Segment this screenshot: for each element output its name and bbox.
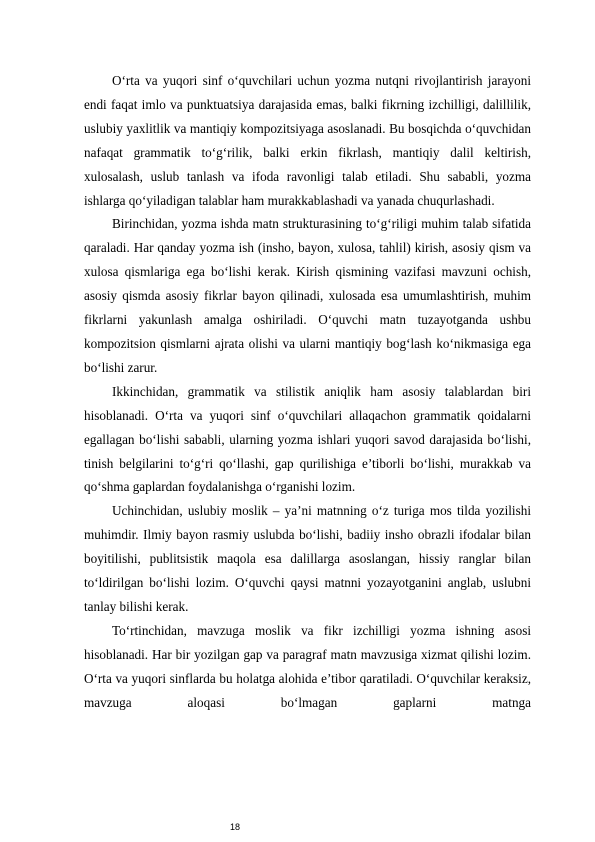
paragraph-fourth: To‘rtinchidan, mavzuga moslik va fikr izchilligi yozma ishning asosi hisoblanadi. Har bir yozilgan gap va paragraf matn mavzusiga xizmat qilishi lozim. O‘rta va yuqori sinflarda bu holatga alohida e’tibor qaratiladi. O‘quvchilar keraksiz, mavzuga aloqasi bo‘lmagan gaplarni matnga: [84, 622, 531, 710]
paragraph-first: Birinchidan, yozma ishda matn strukturasining to‘g‘riligi muhim talab sifatida qaraladi. Har qanday yozma ish (insho, bayon, xulosa, tahlil) kirish, asosiy qism va xulosa qismlariga ega bo‘lishi kerak. Kirish qismining vazifasi mavzuni ochish, asosiy qismda asosiy fikrlar bayon qilinadi, xulosada esa umumlashtirish, muhim fikrlarni yakunlash amalga oshiriladi. O‘quvchi matn tuzayotganda ushbu kompozitsion qismlarni ajrata olishi va ularni mantiqiy bog‘lash ko‘nikmasiga ega bo‘lishi zarur.: [84, 216, 531, 375]
paragraph-second: Ikkinchidan, grammatik va stilistik aniqlik ham asosiy talablardan biri hisoblanadi. O‘rta va yuqori sinf o‘quvchilari allaqachon grammatik qoidalarni egallagan bo‘lishi sababli, ularning yozma ishlari yuqori savod darajasida bo‘lishi, tinish belgilarini to‘g‘ri qo‘llashi, gap qurilishiga e’tiborli bo‘lishi, murakkab va qo‘shma gaplardan foydalanishga o‘rganishi lozim.: [84, 383, 531, 495]
page-number: 18: [229, 822, 240, 832]
paragraph-intro: O‘rta va yuqori sinf o‘quvchilari uchun yozma nutqni rivojlantirish jarayoni endi faqat imlo va punktuatsiya darajasida emas, balki fikrning izchilligi, dalillilik, uslubiy yaxlitlik va mantiqiy kompozitsiyaga asoslanadi. Bu bosqichda o‘quvchidan nafaqat grammatik to‘g‘rilik, balki erkin fikrlash, mantiqiy dalil keltirish, xulosalash, uslub tanlash va ifoda ravonligi talab etiladi. Shu sababli, yozma ishlarga qo‘yiladigan talablar ham murakkablashadi va yanada chuqurlashadi.: [84, 73, 531, 208]
paragraph-third: Uchinchidan, uslubiy moslik – ya’ni matnning o‘z turiga mos tilda yozilishi muhimdir. Ilmiy bayon rasmiy uslubda bo‘lishi, badiiy insho obrazli ifodalar bilan boyitilishi, publitsistik maqola esa dalillarga asoslangan, hissiy ranglar bilan to‘ldirilgan bo‘lishi lozim. O‘quvchi qaysi matnni yozayotganini anglab, uslubni tanlay bilishi kerak.: [84, 503, 531, 614]
body-text: [84, 69, 531, 714]
